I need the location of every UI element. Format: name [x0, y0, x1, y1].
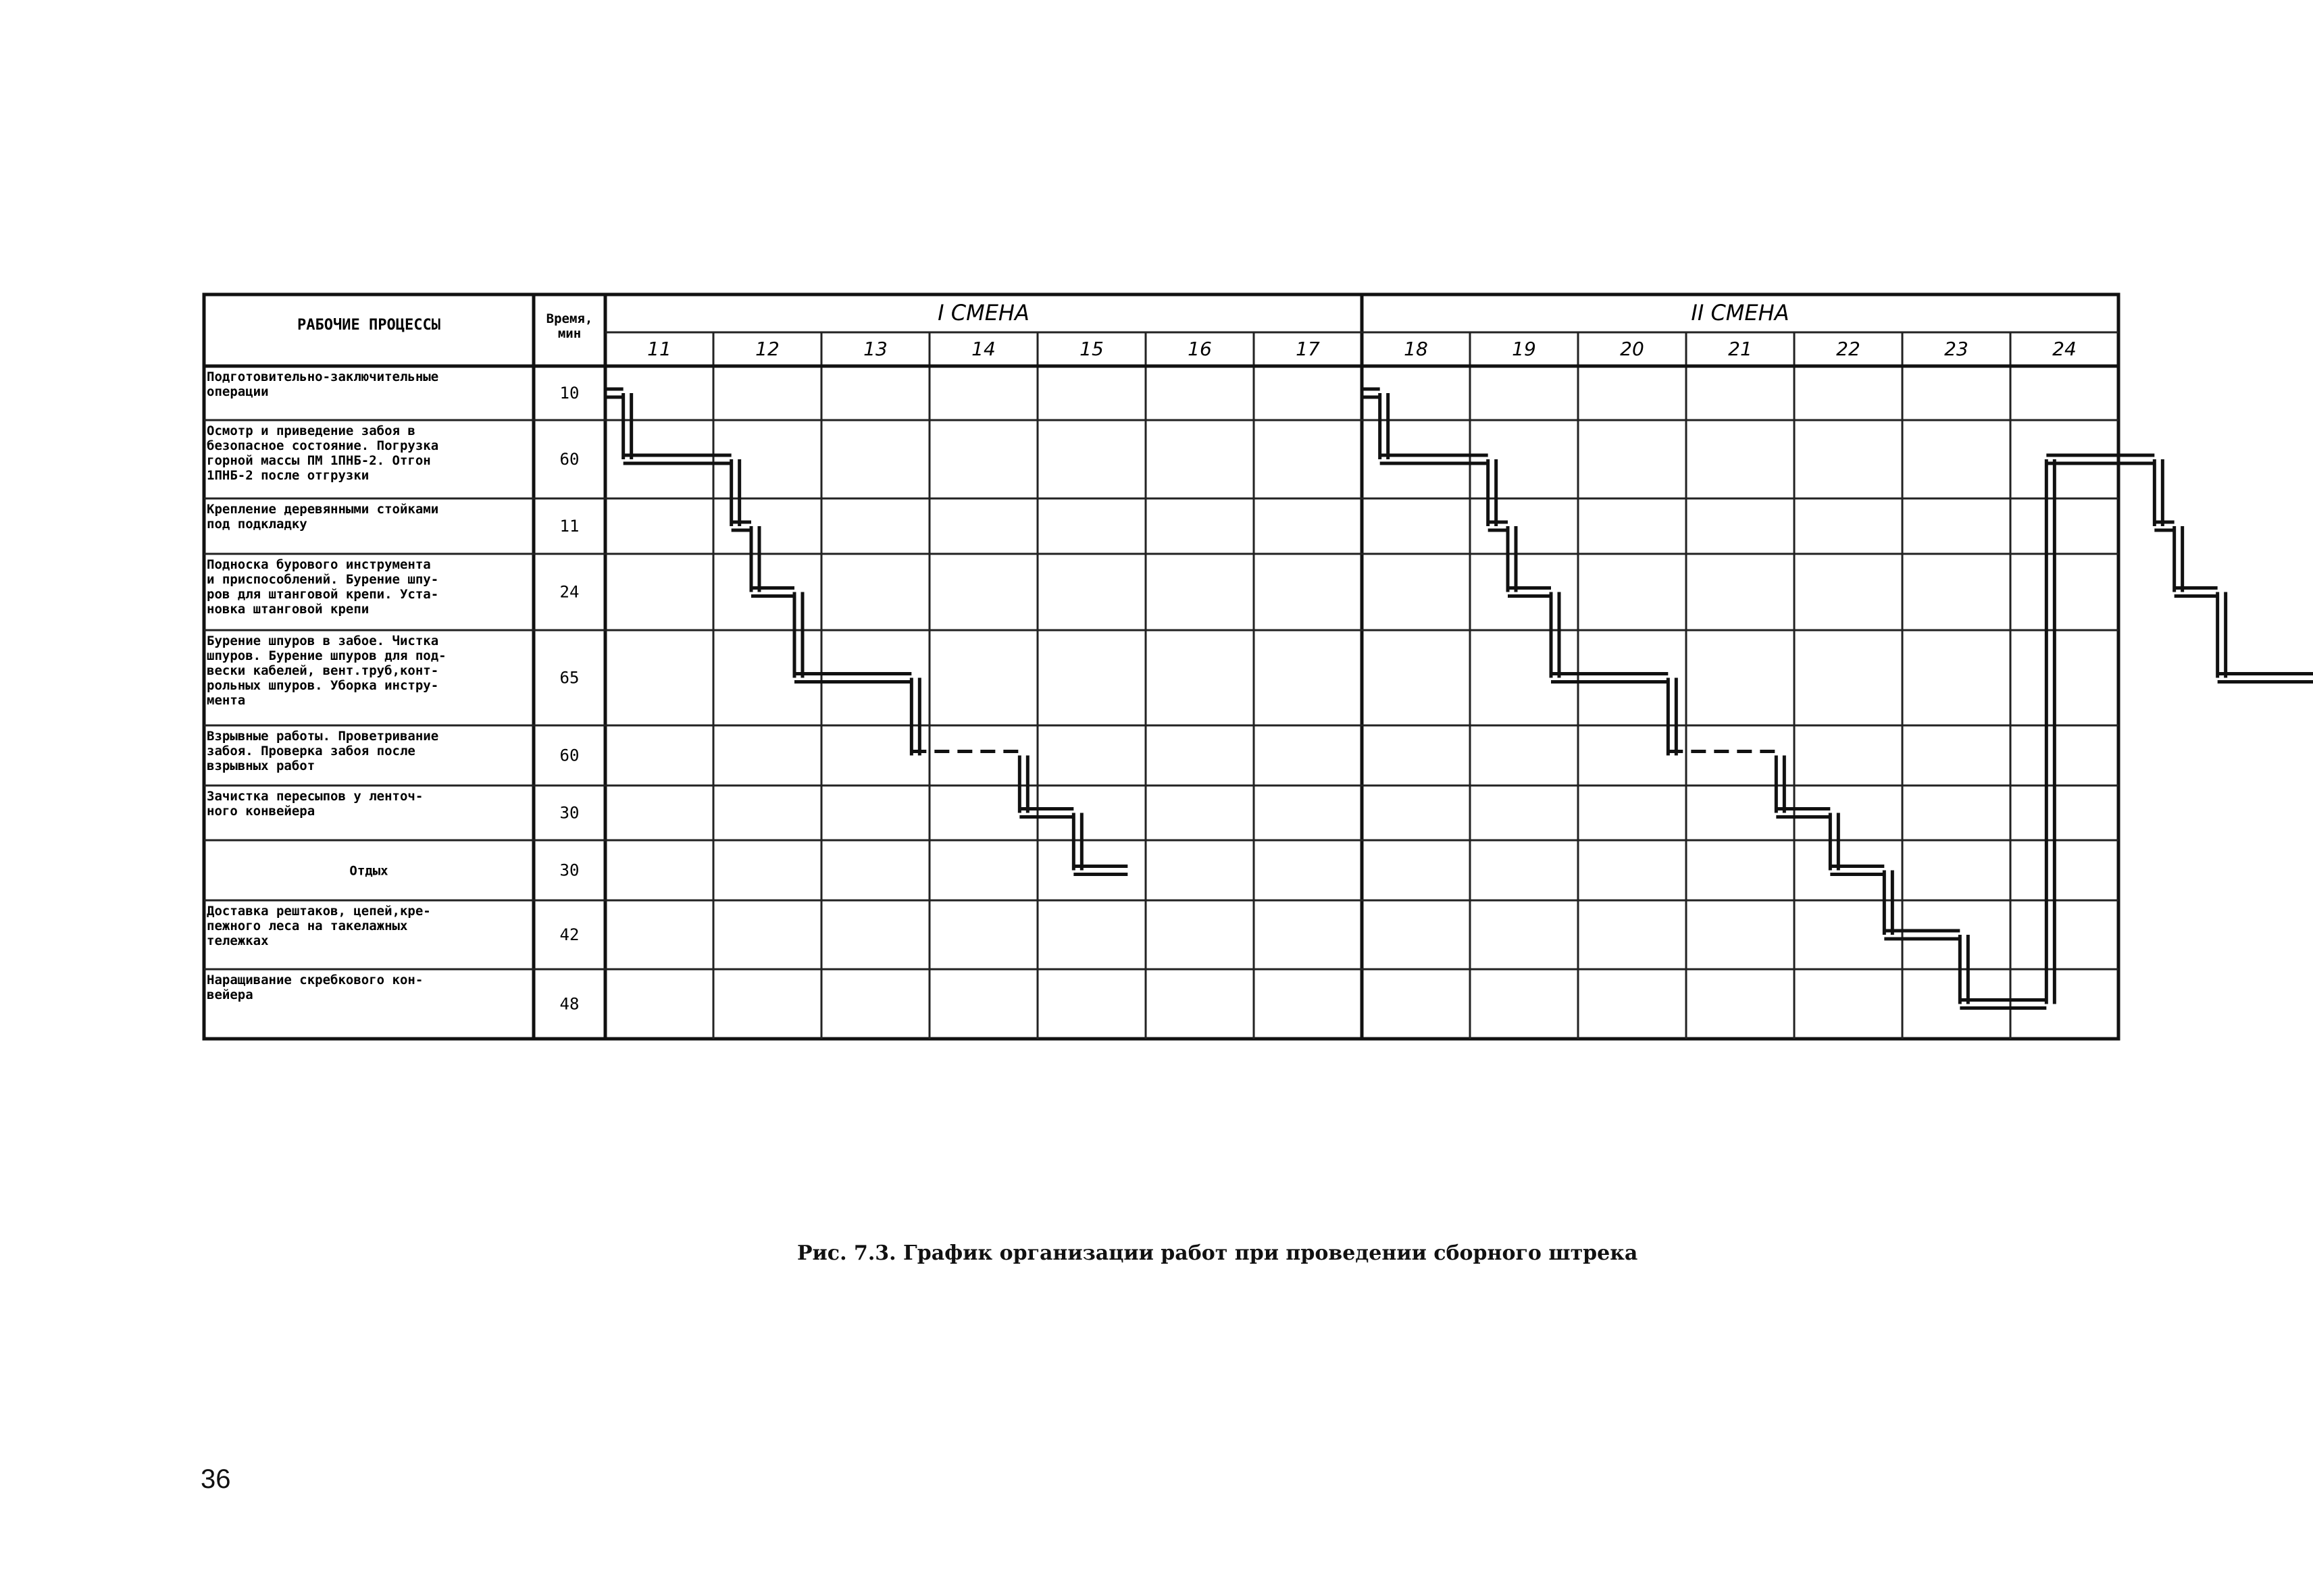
- process-name: Доставка рештаков, цепей,кре-: [207, 904, 431, 919]
- process-name: пежного леса на такелажных: [207, 919, 408, 933]
- table-grid: [204, 294, 2118, 1039]
- process-time: 48: [559, 994, 580, 1014]
- process-time: 11: [559, 517, 580, 536]
- process-name: Подготовительно-заключительные: [207, 369, 439, 384]
- schedule-lines: [605, 389, 2313, 1008]
- process-time: 60: [559, 450, 580, 469]
- process-row: [207, 557, 579, 617]
- process-name: шпуров. Бурение шпуров для под-: [207, 648, 447, 663]
- header-time: мин: [557, 326, 582, 341]
- process-name: новка штанговой крепи: [207, 602, 370, 617]
- hour-label: 19: [1512, 338, 1536, 360]
- process-time: 24: [559, 582, 580, 602]
- process-row: [349, 861, 579, 880]
- process-row: [207, 502, 579, 536]
- process-name: Отдых: [349, 863, 388, 879]
- process-name: тележках: [207, 933, 269, 948]
- process-name: Зачистка пересыпов у ленточ-: [207, 789, 424, 804]
- process-time: 10: [559, 384, 580, 403]
- hour-label: 18: [1404, 338, 1428, 360]
- hour-label: 11: [647, 338, 671, 360]
- process-time: 42: [559, 925, 580, 944]
- process-name: и приспособлений. Бурение шпу-: [207, 572, 439, 587]
- process-row: [207, 423, 579, 483]
- hour-label: 24: [2052, 338, 2077, 360]
- process-row: [207, 789, 579, 823]
- process-time: 65: [559, 668, 580, 688]
- hour-label: 22: [1836, 338, 1860, 360]
- process-name: горной массы ПМ 1ПНБ-2. Отгон: [207, 453, 431, 468]
- header-time: Время,: [546, 311, 593, 326]
- process-name: Осмотр и приведение забоя в: [207, 423, 415, 438]
- process-row: [207, 904, 579, 948]
- table-frame: [204, 294, 2118, 1039]
- process-name: забоя. Проверка забоя после: [207, 744, 415, 758]
- process-name: рольных шпуров. Уборка инстру-: [207, 678, 439, 693]
- header-process: РАБОЧИЕ ПРОЦЕССЫ: [297, 317, 440, 334]
- process-name: ров для штанговой крепи. Уста-: [207, 587, 439, 602]
- process-name: Бурение шпуров в забое. Чистка: [207, 634, 439, 648]
- process-row: [207, 729, 579, 773]
- hour-label: 20: [1620, 338, 1644, 360]
- figure-caption: Рис. 7.3. График организации работ при проведении сборного штрека: [797, 1241, 1638, 1265]
- hour-label: 23: [1944, 338, 1968, 360]
- shift-label: I СМЕНА: [938, 300, 1030, 326]
- process-time: 30: [559, 803, 580, 823]
- process-name: безопасное состояние. Погрузка: [207, 438, 439, 453]
- process-name: Крепление деревянными стойками: [207, 502, 439, 517]
- process-time: 30: [559, 860, 580, 880]
- process-name: вески кабелей, вент.труб,конт-: [207, 663, 439, 678]
- process-name: взрывных работ: [207, 758, 315, 773]
- process-name: Наращивание скребкового кон-: [207, 973, 424, 987]
- process-name: под подкладку: [207, 517, 307, 532]
- process-name: 1ПНБ-2 после отгрузки: [207, 468, 370, 483]
- process-name: операции: [207, 384, 269, 399]
- hour-label: 15: [1079, 338, 1104, 360]
- process-name: мента: [207, 693, 246, 708]
- hour-label: 12: [755, 338, 780, 360]
- hour-label: 16: [1188, 338, 1212, 360]
- process-name: ного конвейера: [207, 804, 315, 819]
- shift-label: II СМЕНА: [1691, 300, 1789, 326]
- process-name: Подноска бурового инструмента: [207, 557, 431, 572]
- page-number: 36: [201, 1464, 231, 1494]
- hour-label: 13: [863, 338, 888, 360]
- process-row: [207, 973, 579, 1014]
- hour-label: 17: [1296, 338, 1320, 360]
- process-time: 60: [559, 746, 580, 765]
- process-name: Взрывные работы. Проветривание: [207, 729, 439, 744]
- hour-label: 14: [971, 338, 996, 360]
- process-row: [207, 634, 579, 708]
- hour-label: 21: [1728, 338, 1752, 360]
- process-row: [207, 369, 579, 403]
- process-name: вейера: [207, 987, 253, 1002]
- process-rows: [207, 369, 579, 1014]
- table-header: [297, 300, 2077, 360]
